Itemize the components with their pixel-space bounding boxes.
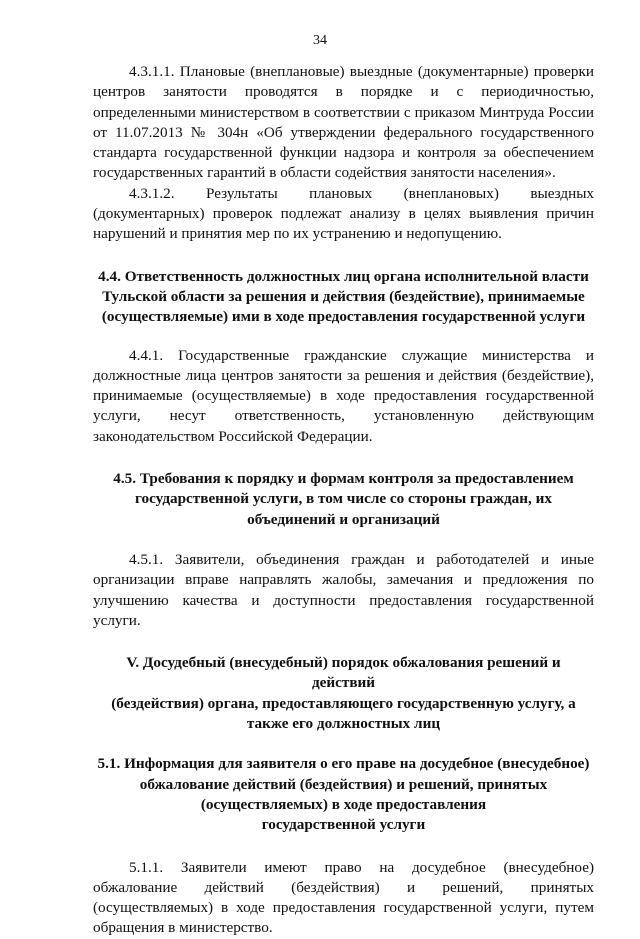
page-number: 34 xyxy=(313,33,327,48)
heading-4-4-line-3: (осуществляемые) ими в ходе предоставления государственной услуги xyxy=(101,308,586,326)
heading-5-1-line-2: обжалование действий (бездействия) и решений, принятых xyxy=(139,775,548,793)
heading-5-1 xyxy=(93,754,594,835)
heading-4-5-line-2: государственной услуги, в том числе со стороны граждан, их xyxy=(135,490,552,508)
heading-4-4-line-1: 4.4. Ответственность должностных лиц органа исполнительной власти xyxy=(98,267,589,285)
heading-section-v-line-2: (бездействия) органа, предоставляющего государственную услугу, а xyxy=(111,694,576,712)
heading-section-v-line-3: также его должностных лиц xyxy=(246,715,441,733)
heading-section-v xyxy=(93,653,594,734)
heading-section-v-line-1: V. Досудебный (внесудебный) порядок обжалования решений и действий xyxy=(126,654,561,692)
heading-5-1-line-3: (осуществляемых) в ходе предоставления xyxy=(200,795,487,813)
heading-4-5-line-3: объединений и организаций xyxy=(247,510,440,528)
heading-4-5-line-1: 4.5. Требования к порядку и формам контроля за предоставлением xyxy=(113,470,574,488)
heading-5-1-line-1: 5.1. Информация для заявителя о его праве на досудебное (внесудебное) xyxy=(97,755,590,773)
heading-4-4-line-2: Тульской области за решения и действия (бездействие), принимаемые xyxy=(102,287,585,305)
paragraph-4-5-1: 4.5.1. Заявители, объединения граждан и работодателей и иные организации вправе направлять жалобы, замечания и предложения по улучшению качества и доступности предоставления государственной услуги. xyxy=(93,550,594,629)
heading-4-4 xyxy=(93,267,594,328)
heading-4-5 xyxy=(93,469,594,530)
paragraph-4-3-1-1: 4.3.1.1. Плановые (внеплановые) выездные (документарные) проверки центров занятости проводятся в порядке и с периодичностью, определенными министерством в соответствии с приказом Минтруда России от 11.07.2013 № 304н «Об утверждении федерального государственного стандарта государственной функции надзора и контроля за обеспечением государственных гарантий в области содействия занятости населения». xyxy=(93,63,594,182)
paragraph-4-4-1: 4.4.1. Государственные гражданские служащие министерства и должностные лица центров занятости за решения и действия (бездействие), принимаемые (осуществляемые) в ходе предоставления государственной услуги, несут ответственность, установленную действующим законодательством Российской Федерации. xyxy=(93,346,594,445)
document-body xyxy=(93,62,594,939)
heading-5-1-line-4: государственной услуги xyxy=(261,816,426,834)
paragraph-4-3-1-2: 4.3.1.2. Результаты плановых (внеплановых) выездных (документарных) проверок подлежат анализу в целях выявления причин нарушений и принятия мер по их устранению и недопущению. xyxy=(93,184,594,243)
paragraph-5-1-1: 5.1.1. Заявители имеют право на досудебное (внесудебное) обжалование действий (бездействия) и решений, принятых (осуществляемых) в ходе предоставления государственной услуги, путем обращения в министерство. xyxy=(93,858,594,937)
